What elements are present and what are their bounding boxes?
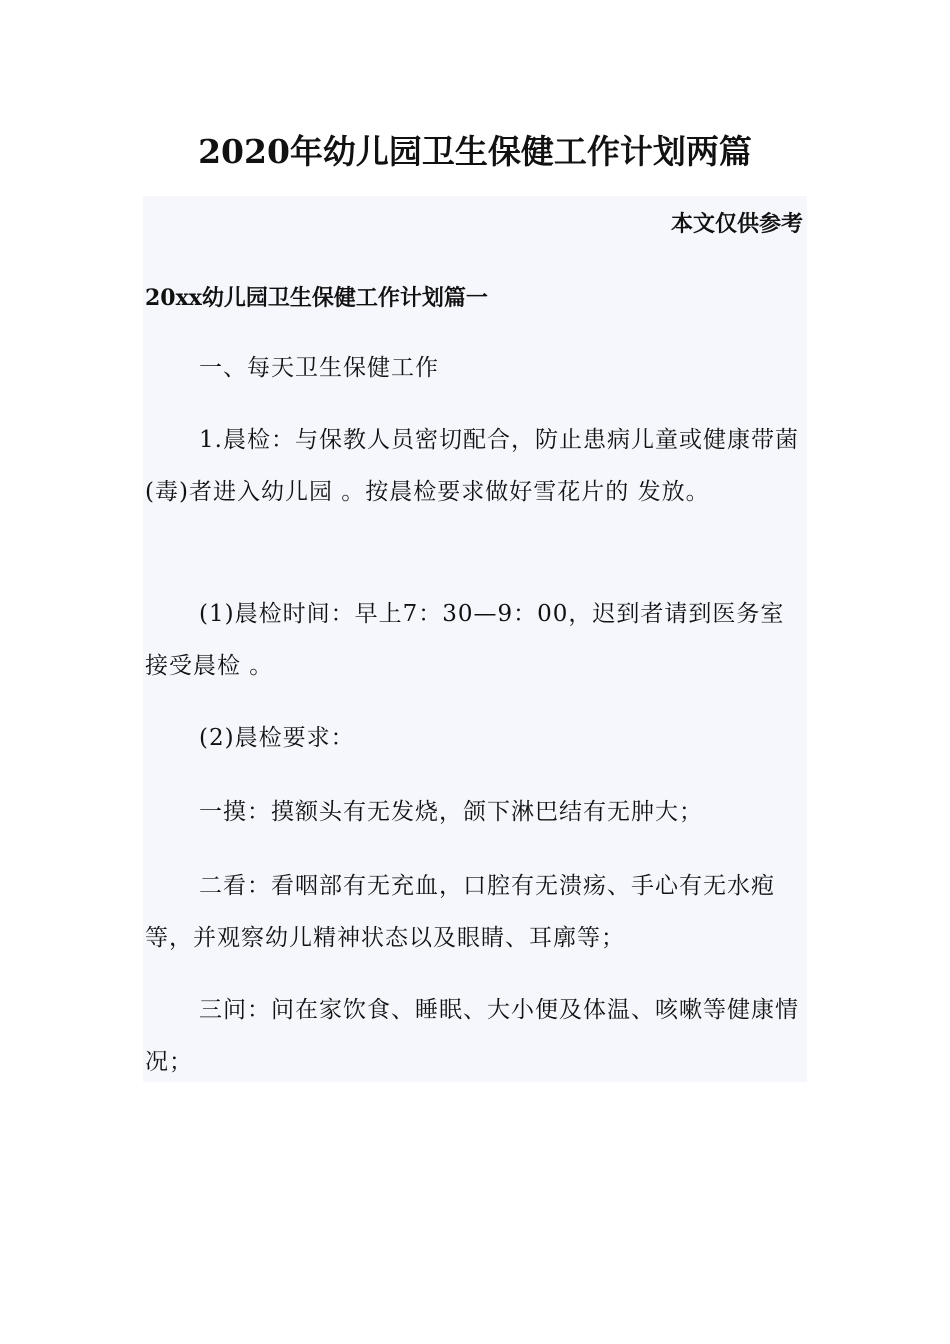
reference-note: 本文仅供参考 (670, 211, 803, 237)
paragraph-look: 二看：看咽部有无充血，口腔有无溃疡、手心有无水疱等，并观察幼儿精神状态以及眼睛、耳廓等； (145, 873, 775, 951)
paragraph-morning-check: 1.晨检：与保教人员密切配合，防止患病儿童或健康带菌(毒)者进入幼儿园 。按晨检要求做好雪花片的 发放。 (145, 427, 799, 505)
paragraph-ask: 三问：问在家饮食、睡眠、大小便及体温、咳嗽等健康情况； (145, 997, 799, 1075)
paragraph-check-requirements: (2)晨检要求： (199, 725, 355, 751)
paragraph-check-time: (1)晨检时间：早上7：30—9：00，迟到者请到医务室接受晨检 。 (145, 601, 785, 679)
section-heading: 20xx幼儿园卫生保健工作计划篇一 (145, 285, 488, 311)
content-panel (143, 196, 807, 1082)
paragraph-daily-work: 一、每天卫生保健工作 (199, 355, 439, 381)
paragraph-touch: 一摸：摸额头有无发烧，颌下淋巴结有无肿大； (199, 799, 703, 825)
document-title: 2020年幼儿园卫生保健工作计划两篇 (198, 132, 752, 171)
